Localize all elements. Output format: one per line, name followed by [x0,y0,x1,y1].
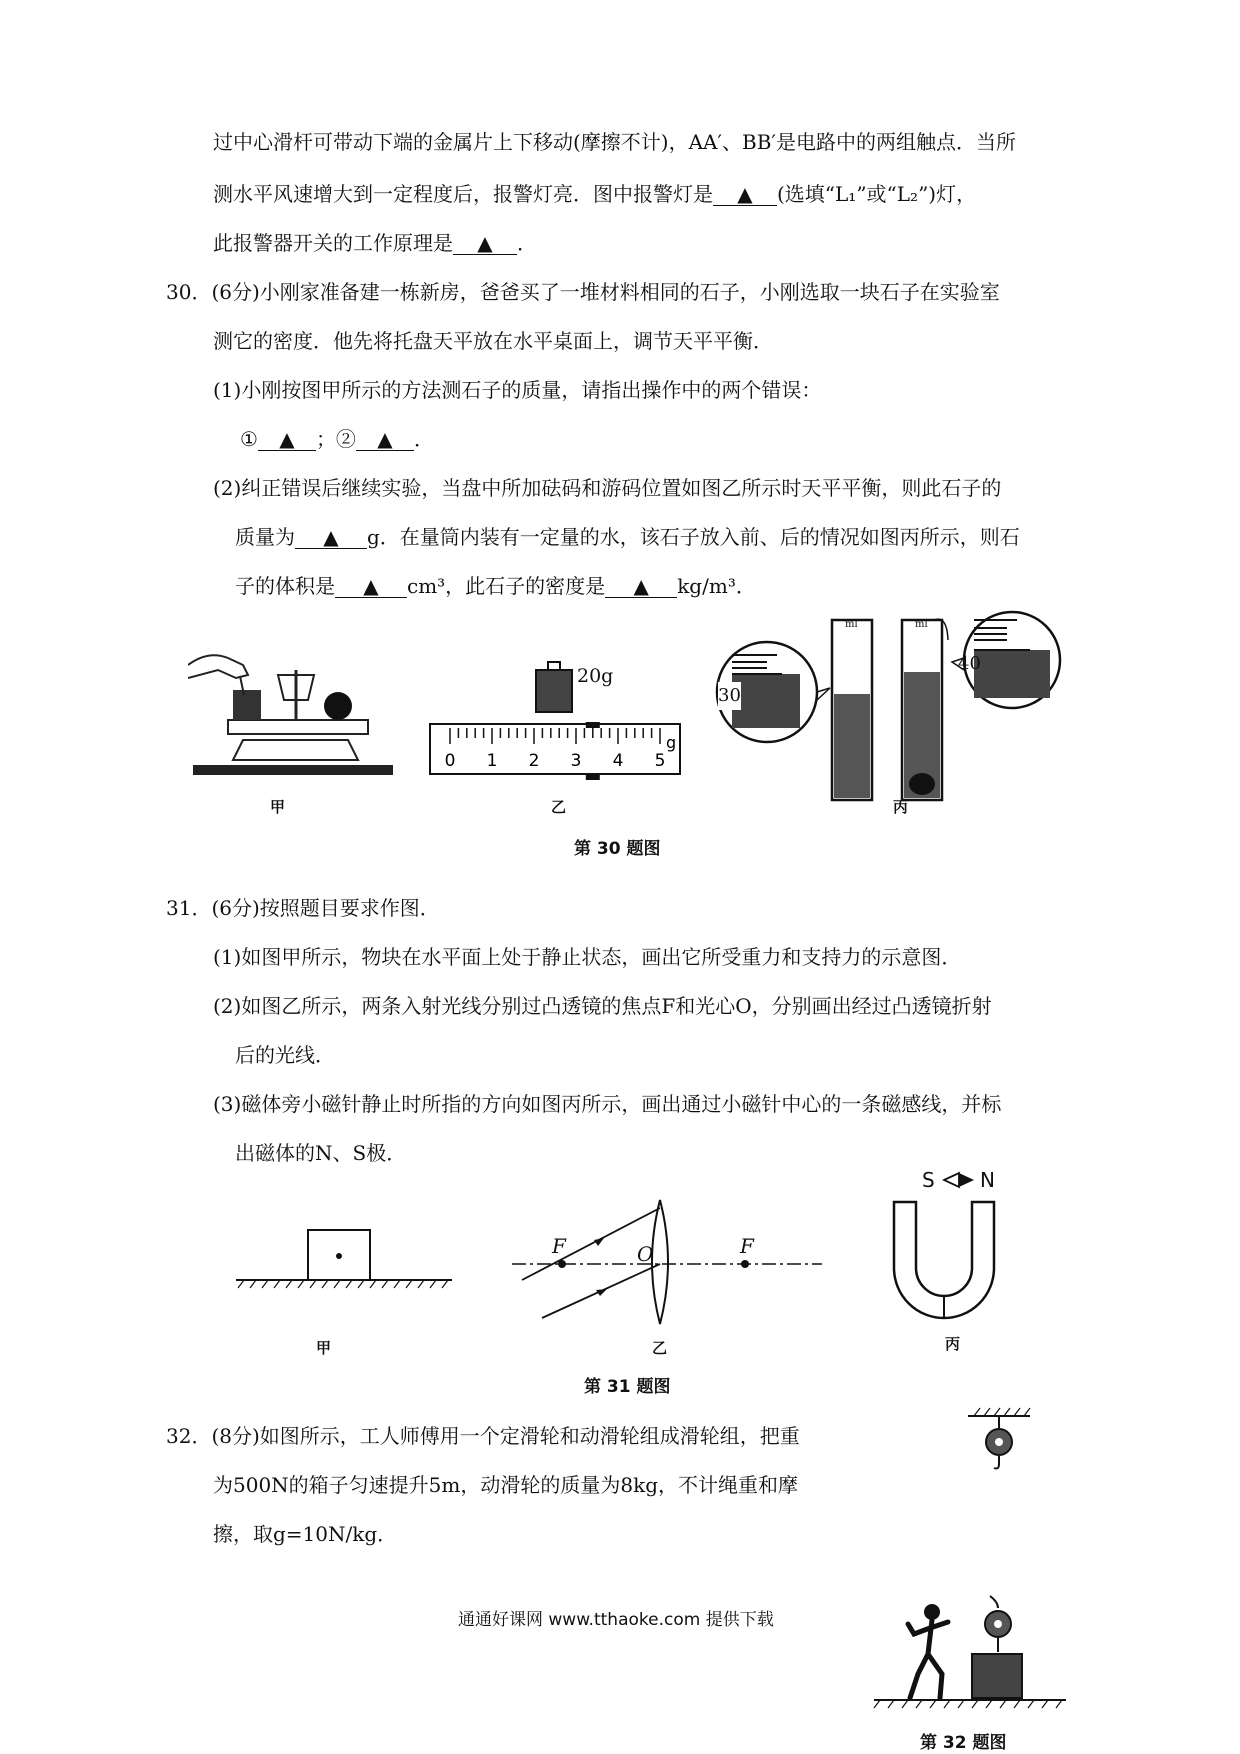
fig30-bing-label: 丙 [893,798,909,816]
q30-line4-a: ① [240,427,258,451]
fig31-yi-label: 乙 [652,1339,668,1357]
rider-bottom [586,774,600,780]
rider-scale [428,718,682,782]
balance-illustration [188,640,398,780]
scale-tick-label: 5 [654,751,666,771]
fig32-caption: 第 32 题图 [920,1733,1007,1753]
q30-line4-c: ． [413,427,434,451]
q30-line6 [235,523,1020,551]
answer-blank[interactable]: ▲ [356,428,414,451]
q30-line3: (1)小刚按图甲所示的方法测石子的质量，请指出操作中的两个错误： [213,378,822,402]
zoom-left-value: 30 [718,682,741,710]
needle-s-label: S [922,1168,935,1192]
compass-needle-icon [942,1170,976,1190]
scale-tick-label: 0 [444,751,456,771]
answer-blank[interactable]: ▲ [453,232,517,255]
q30-line4-b: ；② [315,427,356,451]
fig31-caption: 第 31 题图 [584,1377,671,1397]
q30-line7-a: 子的体积是 [235,574,335,598]
answer-blank[interactable]: ▲ [605,575,677,598]
focus-label-right: F [740,1234,754,1258]
q30-line5: (2)纠正错误后继续实验，当盘中所加砝码和游码位置如图乙所示时天平平衡，则此石子的 [213,476,1002,500]
cyl2-unit: ml [915,619,928,630]
q30-line2: 测它的密度．他先将托盘天平放在水平桌面上，调节天平平衡． [213,329,773,353]
q32-line1: 32．(8分)如图所示，工人师傅用一个定滑轮和动滑轮组成滑轮组，把重 [166,1424,800,1448]
q31-line6: 出磁体的N、S极． [235,1141,407,1165]
graduated-cylinders [712,610,1062,810]
convex-lens-diagram [512,1196,822,1326]
scale-tick-label: 1 [486,751,498,771]
scale-unit-label: g [666,733,677,752]
u-magnet [884,1198,1004,1328]
focus-label-left: F [552,1234,566,1258]
q31-line2: (1)如图甲所示，物块在水平面上处于静止状态，画出它所受重力和支持力的示意图． [213,945,962,969]
scale-tick-label: 2 [528,751,540,771]
q30-line4 [240,425,434,453]
q32-line2: 为500N的箱子匀速提升5m，动滑轮的质量为8kg，不计绳重和摩 [213,1473,799,1497]
q30-line6-a: 质量为 [235,525,295,549]
optical-center-label: O [637,1242,654,1266]
answer-blank[interactable]: ▲ [713,183,777,206]
q32-line3: 擦，取g=10N/kg． [213,1522,398,1546]
q31-line3: (2)如图乙所示，两条入射光线分别过凸透镜的焦点F和光心O，分别画出经过凸透镜折射 [213,994,992,1018]
block-on-surface [234,1228,454,1308]
cyl1-unit: ml [845,619,858,630]
answer-blank[interactable]: ▲ [295,526,367,549]
answer-blank[interactable]: ▲ [258,428,316,451]
scale-tick-label: 3 [570,751,582,771]
q30-line1: 30．(6分)小刚家准备建一栋新房，爸爸买了一堆材料相同的石子，小刚选取一块石子在实验室 [166,280,1000,304]
q29-line2-tail: (选填“L₁”或“L₂”)灯， [777,182,977,206]
q29-line2-text: 测水平风速增大到一定程度后，报警灯亮．图中报警灯是 [213,182,713,206]
weight-label: 20g [577,665,614,687]
footer-source: 通通好课网 www.tthaoke.com 提供下载 [458,1610,774,1630]
q30-line7 [235,572,756,600]
worker-lifting-box [870,1594,1070,1724]
q29-line3 [213,229,537,257]
q29-line2 [213,180,976,208]
fig31-jia-label: 甲 [316,1339,332,1357]
fig31-bing-label: 丙 [945,1335,961,1353]
fig30-caption: 第 30 题图 [574,839,661,859]
zoom-right-value: 40 [958,653,981,674]
q30-line7-b: cm³，此石子的密度是 [407,574,606,598]
q30-line7-c: kg/m³． [677,574,756,598]
scale-tick-label: 4 [612,751,624,771]
q29-line3-tail: ． [517,231,537,255]
needle-n-label: N [980,1168,995,1192]
q31-line5: (3)磁体旁小磁针静止时所指的方向如图丙所示，画出通过小磁针中心的一条磁感线，并标 [213,1092,1002,1116]
q29-line1: 过中心滑杆可带动下端的金属片上下移动(摩擦不计)，AA′、BB′是电路中的两组触点．当所 [213,130,1016,154]
weight-icon [534,660,574,714]
rider-top [586,722,600,728]
fig30-jia-label: 甲 [270,798,286,816]
fixed-pulley-icon [966,1406,1032,1474]
fig30-yi-label: 乙 [551,798,567,816]
q31-line1: 31．(6分)按照题目要求作图． [166,896,440,920]
q29-line3-text: 此报警器开关的工作原理是 [213,231,453,255]
answer-blank[interactable]: ▲ [335,575,407,598]
q30-line6-b: g．在量筒内装有一定量的水，该石子放入前、后的情况如图丙所示，则石 [367,525,1020,549]
q31-line4: 后的光线． [235,1043,335,1067]
